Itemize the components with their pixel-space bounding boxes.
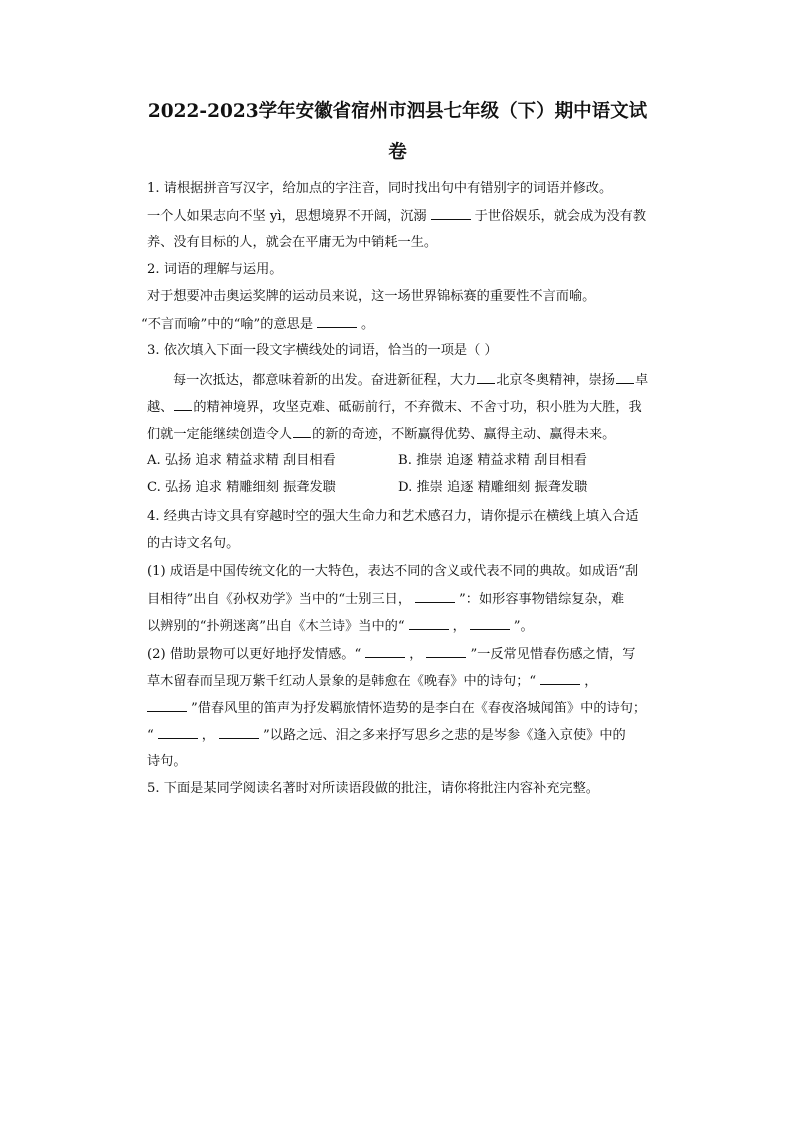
question-1-header: 1. 请根据拼音写汉字，给加点的字注音，同时找出句中有错别字的词语并修改。 bbox=[147, 181, 613, 196]
question-3-line-3 bbox=[147, 424, 615, 445]
answer-blank bbox=[158, 725, 198, 739]
question-2-header: 2. 词语的理解与运用。 bbox=[147, 262, 283, 277]
q4-text-e: ”。 bbox=[513, 619, 534, 634]
question-3-text-c: 卓 bbox=[635, 373, 649, 388]
page-title-line-1: 2022-2023学年安徽省宿州市泗县七年级（下）期中语文试 bbox=[147, 101, 648, 122]
question-4-line-1: 的古诗文名句。 bbox=[147, 536, 240, 551]
question-1-text-b: 于世俗娱乐，就会成为没有教 bbox=[474, 209, 647, 224]
question-1-line-1 bbox=[147, 206, 646, 227]
answer-blank bbox=[470, 616, 510, 630]
q4-text-m: ， bbox=[201, 728, 215, 743]
question-4-part-1-line-3 bbox=[147, 616, 534, 637]
answer-blank bbox=[431, 206, 471, 220]
answer-blank bbox=[409, 616, 449, 630]
q4-text-d: ， bbox=[452, 619, 466, 634]
question-3-text-b: 北京冬奥精神，崇扬 bbox=[496, 373, 615, 388]
question-2-text-b: 。 bbox=[361, 317, 375, 332]
answer-blank bbox=[317, 314, 357, 328]
answer-blank bbox=[365, 644, 405, 658]
answer-blank bbox=[616, 370, 634, 384]
q4-text-f: (2) 借助景物可以更好地抒发情感。“ bbox=[147, 647, 362, 662]
answer-blank bbox=[219, 725, 259, 739]
question-3-text-g: 的新的奇迹，不断赢得优势、赢得主动、赢得未来。 bbox=[312, 427, 616, 442]
question-4-part-1-line-2 bbox=[147, 589, 624, 610]
answer-blank bbox=[415, 589, 455, 603]
question-3-option-b: B. 推崇 追逐 精益求精 刮目相看 bbox=[398, 453, 587, 468]
q4-text-l: “ bbox=[147, 728, 154, 743]
q4-text-h: ”一反常见惜春伤感之情，写 bbox=[470, 647, 636, 662]
question-4-header: 4. 经典古诗文具有穿越时空的强大生命力和艺术感召力，请你提示在横线上填入合适 bbox=[147, 509, 639, 524]
question-5-header: 5. 下面是某同学阅读名著时对所读语段做的批注，请你将批注内容补充完整。 bbox=[147, 781, 599, 796]
question-4-part-2-line-4 bbox=[147, 725, 626, 746]
answer-blank bbox=[540, 671, 580, 685]
q4-text-a: 目相待”出自《孙权劝学》当中的“士别三日， bbox=[147, 592, 412, 607]
q4-text-n: ”以路之远、泪之多来抒写思乡之悲的是岑参《逢入京使》中的 bbox=[262, 728, 626, 743]
question-3-line-1 bbox=[173, 370, 648, 391]
question-3-line-2 bbox=[147, 397, 642, 418]
q4-text-b: ”：如形容事物错综复杂，难 bbox=[459, 592, 625, 607]
question-3-text-a: 每一次抵达，都意味着新的出发。奋进新征程，大力 bbox=[173, 373, 477, 388]
question-3-text-e: 的精神境界，攻坚克难、砥砺前行，不弃微末、不舍寸功，积小胜为大胜，我 bbox=[193, 400, 642, 415]
question-2-text-a: “不言而喻”中的“喻”的意思是 bbox=[141, 317, 314, 332]
question-4-part-2-line-2 bbox=[147, 671, 597, 692]
q4-text-k: ”借春风里的笛声为抒发羁旅情怀造势的是李白在《春夜洛城闻笛》中的诗句； bbox=[191, 701, 647, 716]
question-3-header: 3. 依次填入下面一段文字横线处的词语，恰当的一项是（ ） bbox=[147, 343, 498, 358]
answer-blank bbox=[293, 424, 311, 438]
question-3-option-a: A. 弘扬 追求 精益求精 刮目相看 bbox=[147, 453, 336, 468]
q4-text-c: 以辨别的“扑朔迷离”出自《木兰诗》当中的“ bbox=[147, 619, 405, 634]
question-2-line-2 bbox=[141, 314, 374, 335]
answer-blank bbox=[477, 370, 495, 384]
answer-blank bbox=[147, 698, 187, 712]
question-3-text-d: 越、 bbox=[147, 400, 174, 415]
question-3-text-f: 们就一定能继续创造令人 bbox=[147, 427, 293, 442]
question-4-part-1-line-1: (1) 成语是中国传统文化的一大特色，表达不同的含义或代表不同的典故。如成语“刮 bbox=[147, 564, 639, 579]
q4-text-g: ， bbox=[409, 647, 423, 662]
answer-blank bbox=[174, 397, 192, 411]
question-4-part-2-line-1 bbox=[147, 644, 635, 665]
question-3-option-c: C. 弘扬 追求 精雕细刻 振聋发聩 bbox=[147, 480, 336, 495]
q4-text-i: 草木留春而呈现万紫千红动人景象的是韩愈在《晚春》中的诗句；“ bbox=[147, 674, 537, 689]
q4-text-j: ， bbox=[584, 674, 598, 689]
question-4-part-2-line-3 bbox=[147, 698, 646, 719]
question-1-text-a: 一个人如果志向不坚 yì，思想境界不开阔，沉溺 bbox=[147, 209, 427, 224]
page-title-line-2: 卷 bbox=[388, 142, 407, 163]
question-1-line-2: 养、没有目标的人，就会在平庸无为中销耗一生。 bbox=[147, 235, 438, 250]
answer-blank bbox=[426, 644, 466, 658]
question-4-part-2-line-5: 诗句。 bbox=[147, 754, 187, 769]
question-3-option-d: D. 推崇 追逐 精雕细刻 振聋发聩 bbox=[398, 480, 588, 495]
question-2-line-1: 对于想要冲击奥运奖牌的运动员来说，这一场世界锦标赛的重要性不言而喻。 bbox=[147, 289, 596, 304]
